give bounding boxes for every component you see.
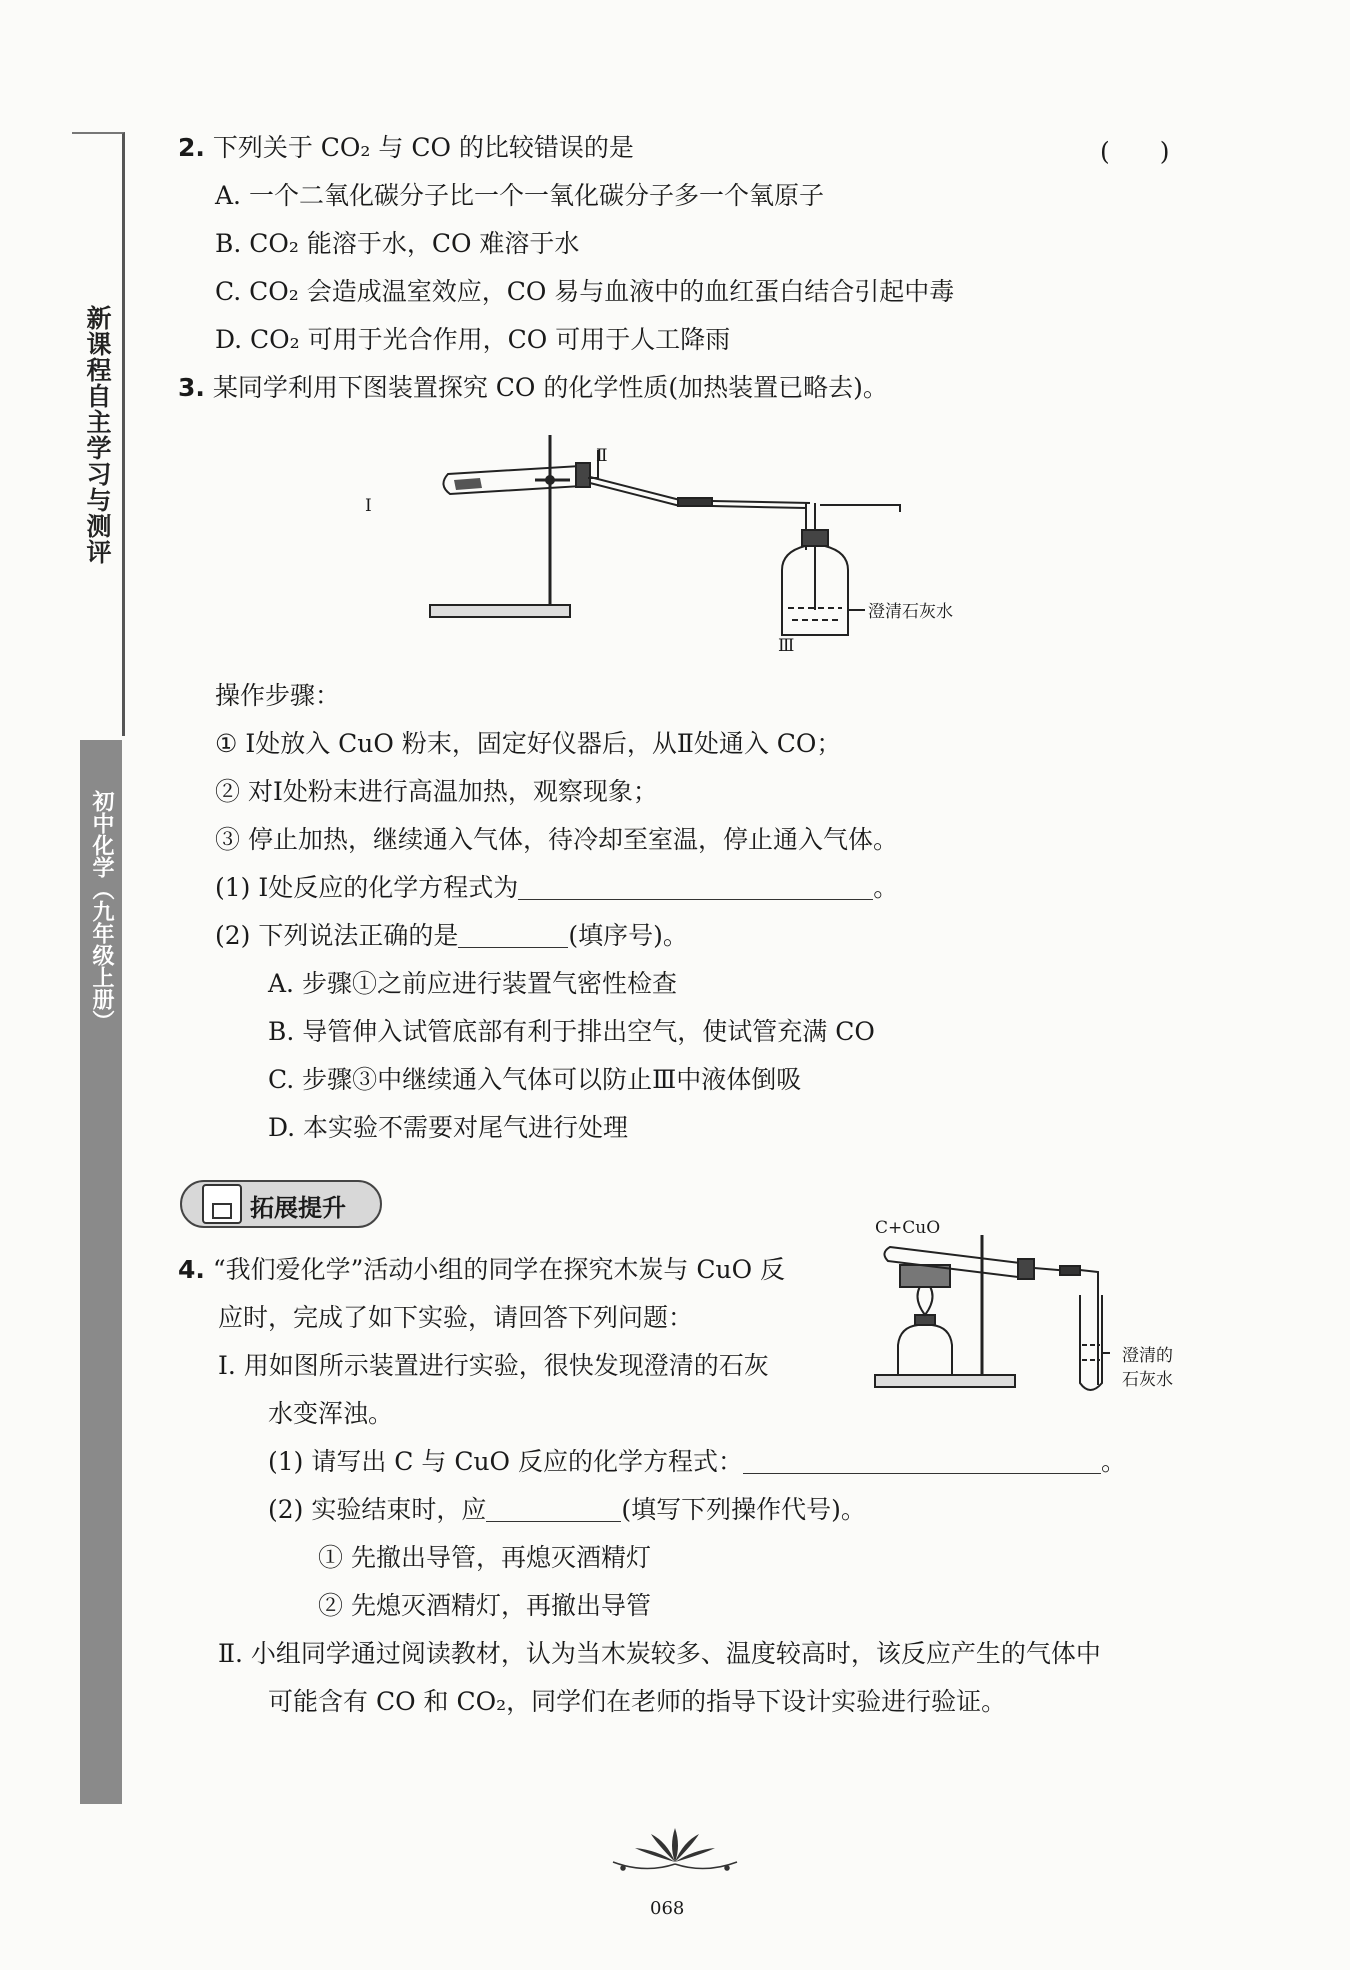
q4-part2-a: Ⅱ. 小组同学通过阅读教材，认为当木炭较多、温度较高时，该反应产生的气体中 bbox=[218, 1639, 1101, 1668]
q3-option-b: B. 导管伸入试管底部有利于排出空气，使试管充满 CO bbox=[268, 1017, 875, 1046]
q3-fig-label-3: Ⅲ bbox=[778, 636, 795, 656]
q3-sub2 bbox=[215, 920, 688, 952]
q2-stem bbox=[178, 132, 634, 164]
q3-step-1: ① Ⅰ处放入 CuO 粉末，固定好仪器后，从Ⅱ处通入 CO； bbox=[215, 729, 842, 758]
q3-sub1-text: (1) Ⅰ处反应的化学方程式为 bbox=[215, 873, 519, 902]
q4-sub2-blank[interactable] bbox=[486, 1497, 621, 1522]
q4-fig-label-water-2: 石灰水 bbox=[1122, 1370, 1173, 1390]
q3-number: 3. bbox=[178, 373, 205, 402]
q4-sub1 bbox=[268, 1446, 1126, 1478]
q3-stem-text: 某同学利用下图装置探究 CO 的化学性质(加热装置已略去)。 bbox=[212, 373, 888, 402]
q3-fig-label-water: 澄清石灰水 bbox=[868, 602, 953, 622]
floral-ornament-icon bbox=[605, 1818, 745, 1878]
q4-sub1-blank[interactable] bbox=[743, 1449, 1101, 1474]
q3-sub1-blank[interactable] bbox=[518, 875, 873, 900]
book-title: 初中化学（九年级上册） bbox=[89, 790, 114, 1032]
q4-line1-text: “我们爱化学”活动小组的同学在探究木炭与 CuO 反 bbox=[212, 1255, 786, 1284]
q2-option-c: C. CO₂ 会造成温室效应，CO 易与血液中的血红蛋白结合引起中毒 bbox=[215, 277, 955, 306]
q4-part2-b: 可能含有 CO 和 CO₂，同学们在老师的指导下设计实验进行验证。 bbox=[268, 1687, 1007, 1716]
q3-sub2-end: (填序号)。 bbox=[568, 921, 688, 950]
section-title: 拓展提升 bbox=[250, 1194, 346, 1222]
q4-fig-label-water-1: 澄清的 bbox=[1122, 1346, 1173, 1366]
q4-part1-b: 水变浑浊。 bbox=[268, 1399, 394, 1428]
q2-stem-text: 下列关于 CO₂ 与 CO 的比较错误的是 bbox=[212, 133, 634, 162]
q4-sub2 bbox=[268, 1494, 866, 1526]
q2-option-b: B. CO₂ 能溶于水，CO 难溶于水 bbox=[215, 229, 580, 258]
page-number: 068 bbox=[650, 1898, 685, 1919]
q3-option-c: C. 步骤③中继续通入气体可以防止Ⅲ中液体倒吸 bbox=[268, 1065, 802, 1094]
q4-fig-label-top: C+CuO bbox=[875, 1218, 941, 1238]
q4-sub1-end: 。 bbox=[1101, 1447, 1127, 1476]
q3-step-2: ② 对Ⅰ处粉末进行高温加热，观察现象； bbox=[215, 777, 658, 806]
q3-apparatus-diagram bbox=[420, 430, 940, 660]
q3-steps-title: 操作步骤： bbox=[215, 681, 341, 710]
q4-stem-line2: 应时，完成了如下实验，请回答下列问题： bbox=[218, 1303, 694, 1332]
q3-sub1 bbox=[215, 872, 898, 904]
q4-apparatus-diagram bbox=[870, 1235, 1110, 1405]
series-title: 新课程自主学习与测评 bbox=[83, 305, 112, 565]
q3-stem bbox=[178, 372, 888, 404]
q4-sub2-text: (2) 实验结束时，应 bbox=[268, 1495, 487, 1524]
q2-option-a: A. 一个二氧化碳分子比一个一氧化碳分子多一个氧原子 bbox=[215, 181, 824, 210]
floppy-disk-icon bbox=[202, 1184, 242, 1224]
q3-sub2-blank[interactable] bbox=[458, 923, 568, 948]
q4-stem-line1 bbox=[178, 1254, 785, 1286]
q3-option-d: D. 本实验不需要对尾气进行处理 bbox=[268, 1113, 629, 1142]
q4-choice-2: ② 先熄灭酒精灯，再撤出导管 bbox=[318, 1591, 651, 1620]
q4-choice-1: ① 先撤出导管，再熄灭酒精灯 bbox=[318, 1543, 651, 1572]
q2-option-d: D. CO₂ 可用于光合作用，CO 可用于人工降雨 bbox=[215, 325, 731, 354]
q3-option-a: A. 步骤①之前应进行装置气密性检查 bbox=[268, 969, 677, 998]
q3-fig-label-2: Ⅱ bbox=[596, 446, 608, 466]
section-header bbox=[180, 1180, 382, 1228]
q4-part1-a: Ⅰ. 用如图所示装置进行实验，很快发现澄清的石灰 bbox=[218, 1351, 769, 1380]
q4-number: 4. bbox=[178, 1255, 205, 1284]
q2-number: 2. bbox=[178, 133, 205, 162]
q3-sub1-end: 。 bbox=[873, 873, 899, 902]
q3-sub2-text: (2) 下列说法正确的是 bbox=[215, 921, 459, 950]
q3-fig-label-1: Ⅰ bbox=[365, 496, 372, 516]
q3-step-3: ③ 停止加热，继续通入气体，待冷却至室温，停止通入气体。 bbox=[215, 825, 898, 854]
q2-answer-paren: ( ) bbox=[1100, 137, 1170, 166]
q4-sub1-text: (1) 请写出 C 与 CuO 反应的化学方程式： bbox=[268, 1447, 744, 1476]
q4-sub2-end: (填写下列操作代号)。 bbox=[621, 1495, 866, 1524]
